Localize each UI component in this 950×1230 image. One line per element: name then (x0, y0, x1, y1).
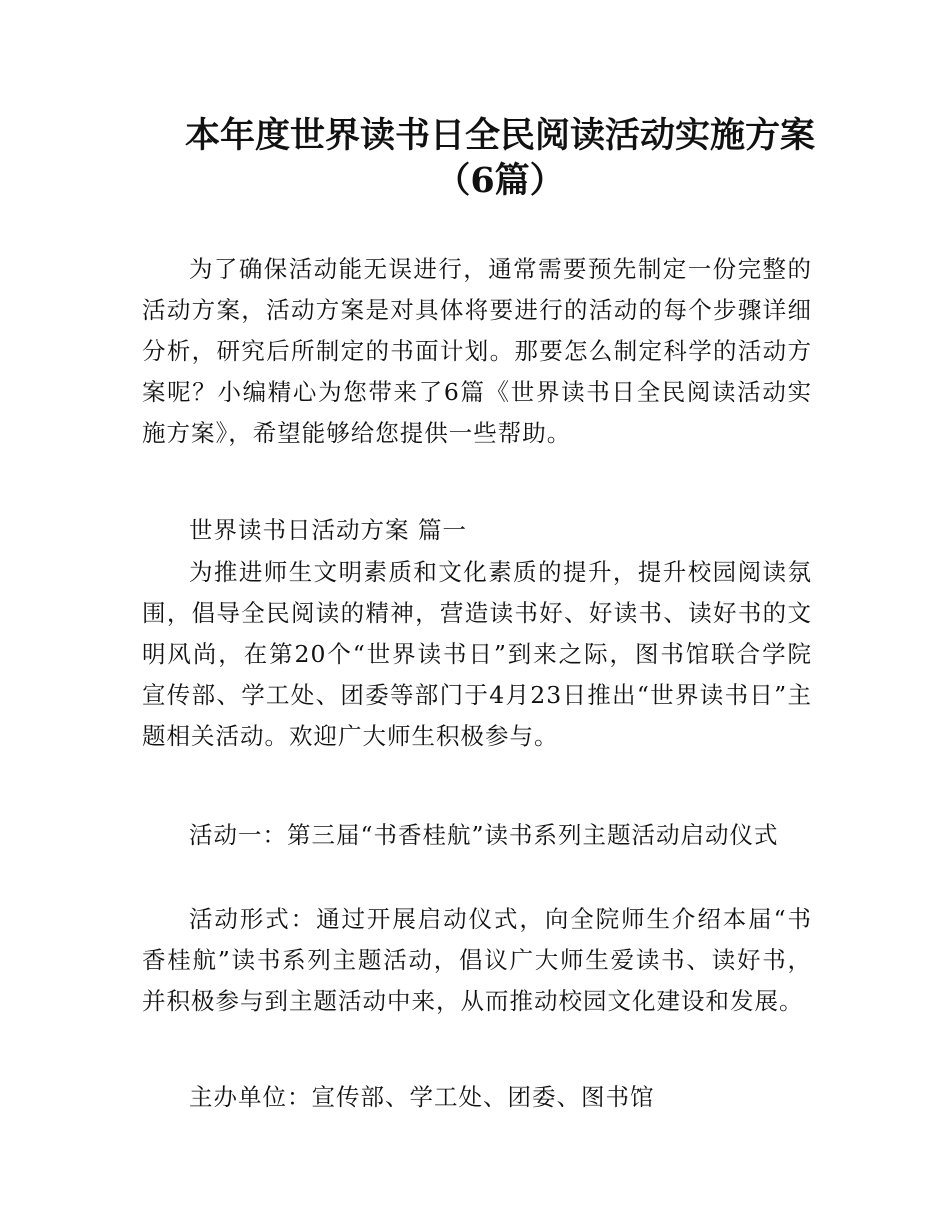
document-title-line1: 本年度世界读书日全民阅读活动实施方案 (184, 115, 815, 156)
activity1-paragraph: 活动一：第三届“书香桂航”读书系列主题活动启动仪式 (189, 821, 779, 849)
intro-paragraph: 为了确保活动能无误进行，通常需要预先制定一份完整的活动方案，活动方案是对具体将要进行的活动的每个步骤详细分析，研究后所制定的书面计划。那要怎么制定科学的活动方案呢？小编精心为您带来了6篇《世界读书日全民阅读活动实施方案》，希望能够给您提供一些帮助。 (142, 255, 812, 447)
host-units-paragraph: 主办单位：宣传部、学工处、团委、图书馆 (189, 1083, 655, 1111)
section1-heading: 世界读书日活动方案 篇一 (189, 516, 467, 544)
activity-form-paragraph: 活动形式：通过开展启动仪式，向全院师生介绍本届“书香桂航”读书系列主题活动，倡议广大师生爱读书、读好书，并积极参与到主题活动中来，从而推动校园文化建设和发展。 (142, 905, 812, 1015)
document-title-line2: （6篇） (435, 160, 565, 201)
section1-body-paragraph: 为推进师生文明素质和文化素质的提升，提升校园阅读氛围，倡导全民阅读的精神，营造读书好、好读书、读好书的文明风尚，在第20个“世界读书日”到来之际，图书馆联合学院宣传部、学工处、团委等部门于4月23日推出“世界读书日”主题相关活动。欢迎广大师生积极参与。 (142, 558, 812, 750)
